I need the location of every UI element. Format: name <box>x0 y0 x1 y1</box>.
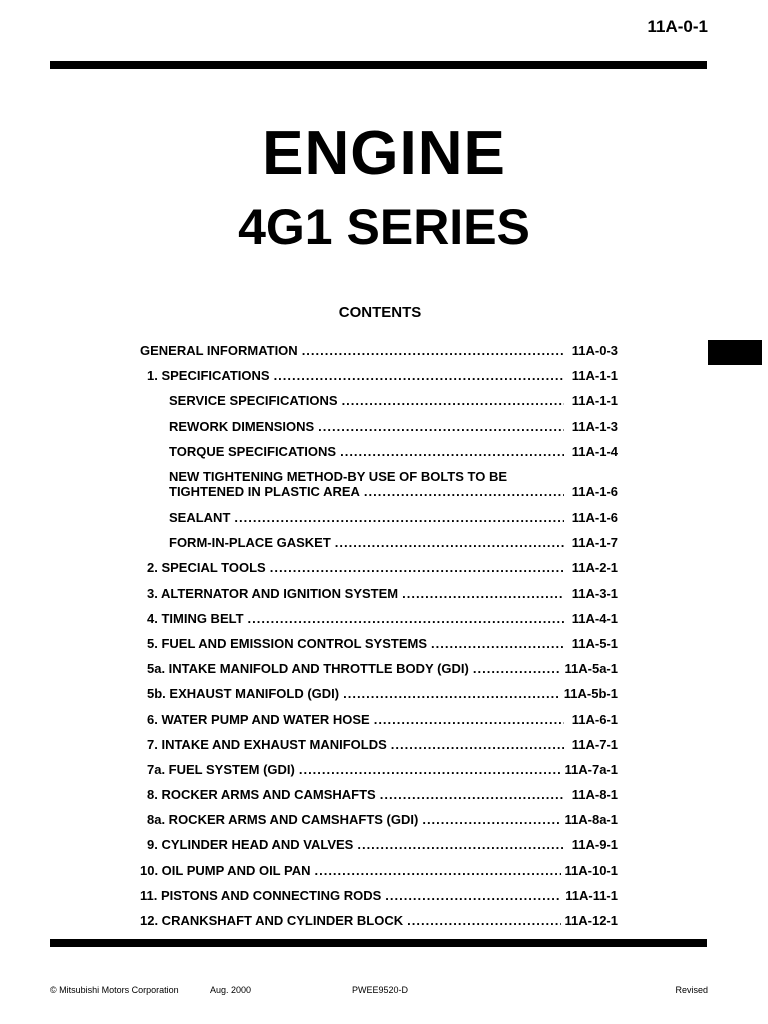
toc-entry[interactable] <box>140 656 618 681</box>
toc-entry-page: 11A-1-6 <box>571 510 618 526</box>
toc-dot-leader <box>422 812 560 827</box>
toc-entry-label: 3. ALTERNATOR AND IGNITION SYSTEM <box>147 585 399 601</box>
toc-entry-page: 11A-1-7 <box>571 535 618 551</box>
toc-entry[interactable] <box>140 581 618 606</box>
toc-entry-label: 8. ROCKER ARMS AND CAMSHAFTS <box>147 787 376 803</box>
toc-entry-label: 5a. INTAKE MANIFOLD AND THROTTLE BODY (GDI) <box>147 661 469 677</box>
toc-entry[interactable] <box>140 414 618 439</box>
toc-entry[interactable] <box>140 782 618 807</box>
toc-entry-page: 11A-2-1 <box>571 560 618 576</box>
toc-entry-label: 10. OIL PUMP AND OIL PAN <box>140 862 311 878</box>
toc-entry-label: 7a. FUEL SYSTEM (GDI) <box>147 761 295 777</box>
toc-entry[interactable] <box>140 505 618 530</box>
toc-entry-page: 11A-7-1 <box>571 736 618 752</box>
toc-dot-leader <box>374 712 564 727</box>
toc-dot-leader <box>402 586 564 601</box>
toc-dot-leader <box>380 787 564 802</box>
section-tab-marker <box>708 340 762 365</box>
toc-entry-page: 11A-1-6 <box>571 484 618 500</box>
toc-entry-page: 11A-10-1 <box>564 862 618 878</box>
toc-entry[interactable] <box>140 832 618 857</box>
toc-entry-page: 11A-5-1 <box>571 635 618 651</box>
toc-entry[interactable] <box>140 908 618 933</box>
toc-dot-leader <box>385 888 561 903</box>
toc-entry-page: 11A-8a-1 <box>564 812 618 828</box>
toc-dot-leader <box>342 393 564 408</box>
toc-entry-label: 12. CRANKSHAFT AND CYLINDER BLOCK <box>140 913 404 929</box>
toc-entry-label: FORM-IN-PLACE GASKET <box>169 535 331 551</box>
footer-status: Revised <box>675 985 708 995</box>
footer-date: Aug. 2000 <box>210 985 252 995</box>
toc-dot-leader <box>340 444 564 459</box>
toc-dot-leader <box>473 661 561 676</box>
toc-entry[interactable] <box>140 858 618 883</box>
toc-entry-page: 11A-1-1 <box>571 393 618 409</box>
toc-entry-page: 11A-1-4 <box>571 443 618 459</box>
toc-entry[interactable] <box>140 807 618 832</box>
toc-entry-page: 11A-8-1 <box>571 787 618 803</box>
toc-entry[interactable] <box>140 757 618 782</box>
document-subtitle: 4G1 SERIES <box>238 199 530 255</box>
footer-copyright: © Mitsubishi Motors Corporation <box>50 985 179 995</box>
toc-entry[interactable] <box>140 388 618 413</box>
toc-entry-label: SERVICE SPECIFICATIONS <box>169 393 338 409</box>
toc-entry[interactable] <box>140 732 618 757</box>
toc-entry-label: SEALANT <box>169 510 231 526</box>
toc-entry-page: 11A-11-1 <box>565 887 618 903</box>
toc-entry-page: 11A-1-1 <box>571 368 618 384</box>
toc-entry[interactable] <box>140 681 618 706</box>
toc-entry-label: 9. CYLINDER HEAD AND VALVES <box>147 837 354 853</box>
toc-entry[interactable] <box>140 606 618 631</box>
toc-entry-page: 11A-0-3 <box>571 343 618 359</box>
toc-dot-leader <box>357 837 564 852</box>
toc-dot-leader <box>407 913 560 928</box>
toc-entry-label: 5b. EXHAUST MANIFOLD (GDI) <box>147 686 340 702</box>
toc-entry[interactable] <box>140 439 618 464</box>
toc-entry-page: 11A-5b-1 <box>563 686 618 702</box>
toc-dot-leader <box>343 686 560 701</box>
contents-heading: CONTENTS <box>338 304 422 321</box>
toc-entry[interactable] <box>140 338 618 363</box>
toc-entry-label: 2. SPECIAL TOOLS <box>147 560 266 576</box>
toc-entry-page: 11A-9-1 <box>571 837 618 853</box>
toc-entry-label: 5. FUEL AND EMISSION CONTROL SYSTEMS <box>147 635 428 651</box>
toc-entry-label: 7. INTAKE AND EXHAUST MANIFOLDS <box>147 736 387 752</box>
toc-dot-leader <box>248 611 564 626</box>
toc-dot-leader <box>431 636 564 651</box>
toc-entry[interactable] <box>140 883 618 908</box>
toc-entry[interactable] <box>140 706 618 731</box>
toc-entry[interactable] <box>140 631 618 656</box>
toc-entry-label: REWORK DIMENSIONS <box>169 418 315 434</box>
toc-dot-leader <box>335 535 564 550</box>
top-rule <box>50 61 707 69</box>
toc-entry-page: 11A-3-1 <box>571 585 618 601</box>
toc-entry[interactable] <box>140 464 618 505</box>
toc-entry-label: 4. TIMING BELT <box>147 610 244 626</box>
toc-entry-label: 11. PISTONS AND CONNECTING RODS <box>140 887 382 903</box>
toc-entry-page: 11A-7a-1 <box>564 761 618 777</box>
page-number: 11A-0-1 <box>647 17 708 36</box>
table-of-contents <box>140 338 618 933</box>
toc-entry-label: 8a. ROCKER ARMS AND CAMSHAFTS (GDI) <box>147 812 419 828</box>
toc-entry-page: 11A-4-1 <box>571 610 618 626</box>
toc-entry-label: 6. WATER PUMP AND WATER HOSE <box>147 711 370 727</box>
toc-entry-page: 11A-1-3 <box>571 418 618 434</box>
toc-entry-label: GENERAL INFORMATION <box>140 343 298 359</box>
toc-dot-leader <box>314 863 560 878</box>
toc-entry-label-continued: TIGHTENED IN PLASTIC AREA <box>169 484 360 500</box>
toc-dot-leader <box>391 737 564 752</box>
document-title: ENGINE <box>262 119 506 188</box>
toc-dot-leader <box>299 762 561 777</box>
toc-entry-page: 11A-5a-1 <box>564 661 618 677</box>
toc-dot-leader <box>302 343 564 358</box>
toc-entry-page: 11A-12-1 <box>564 913 618 929</box>
toc-entry-page: 11A-6-1 <box>571 711 618 727</box>
toc-entry-label: 1. SPECIFICATIONS <box>147 368 270 384</box>
toc-entry-label: NEW TIGHTENING METHOD-BY USE OF BOLTS TO BE <box>169 469 508 485</box>
toc-entry[interactable] <box>140 555 618 580</box>
toc-dot-leader <box>270 560 564 575</box>
toc-dot-leader <box>234 510 564 525</box>
footer-doc-code: PWEE9520-D <box>352 985 409 995</box>
toc-dot-leader <box>364 484 564 499</box>
toc-dot-leader <box>274 368 564 383</box>
toc-dot-leader <box>318 419 564 434</box>
toc-entry-label: TORQUE SPECIFICATIONS <box>169 443 337 459</box>
toc-entry[interactable] <box>140 363 618 388</box>
bottom-rule <box>50 939 707 947</box>
toc-entry[interactable] <box>140 530 618 555</box>
